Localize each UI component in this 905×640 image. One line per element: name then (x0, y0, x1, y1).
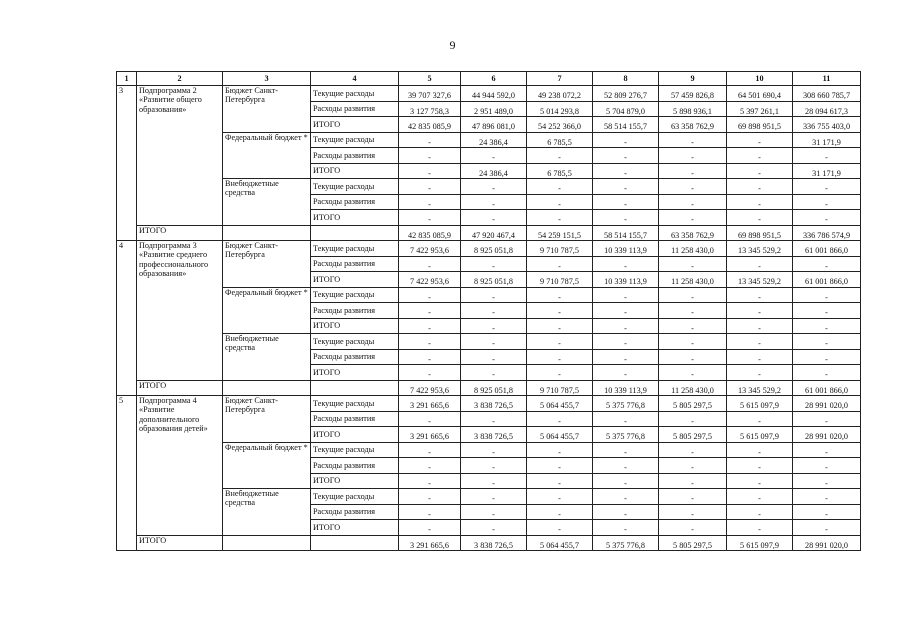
amount-cell: 54 252 366,0 (527, 117, 593, 133)
expense-category: Текущие расходы (311, 179, 399, 195)
amount-cell: 9 710 787,5 (527, 241, 593, 257)
amount-cell: - (399, 458, 461, 474)
amount-cell: - (727, 256, 793, 272)
amount-cell: - (727, 303, 793, 319)
column-header: 4 (311, 72, 399, 86)
amount-cell: - (527, 256, 593, 272)
table-row (117, 179, 861, 195)
amount-cell: - (461, 458, 527, 474)
amount-cell: - (727, 334, 793, 350)
expense-category: Расходы развития (311, 101, 399, 117)
total-amount-cell: 54 259 151,5 (527, 225, 593, 241)
funding-source: Внебюджетные средства (223, 179, 311, 226)
total-label: ИТОГО (137, 225, 223, 241)
amount-cell: - (727, 365, 793, 381)
amount-cell: - (793, 287, 861, 303)
amount-cell: 13 345 529,2 (727, 272, 793, 288)
amount-cell: 39 707 327,6 (399, 86, 461, 102)
total-amount-cell: 42 835 085,9 (399, 225, 461, 241)
amount-cell: - (399, 148, 461, 164)
amount-cell: 5 014 293,8 (527, 101, 593, 117)
amount-cell: 7 422 953,6 (399, 241, 461, 257)
expense-category: Текущие расходы (311, 442, 399, 458)
amount-cell: 63 358 762,9 (659, 117, 727, 133)
amount-cell: 31 171,9 (793, 163, 861, 179)
amount-cell: - (399, 318, 461, 334)
amount-cell: 3 291 665,6 (399, 396, 461, 412)
amount-cell: - (527, 210, 593, 226)
amount-cell: - (399, 504, 461, 520)
amount-cell: - (527, 194, 593, 210)
total-amount-cell: 336 786 574,9 (793, 225, 861, 241)
total-amount-cell: 69 898 951,5 (727, 225, 793, 241)
amount-cell: - (461, 318, 527, 334)
amount-cell: 2 951 489,0 (461, 101, 527, 117)
funding-source: Бюджет Санкт-Петербурга (223, 86, 311, 133)
amount-cell: - (399, 473, 461, 489)
amount-cell: - (527, 287, 593, 303)
expense-category: ИТОГО (311, 520, 399, 536)
amount-cell: - (659, 194, 727, 210)
column-header: 8 (593, 72, 659, 86)
amount-cell: - (593, 132, 659, 148)
expense-category: ИТОГО (311, 272, 399, 288)
empty-cell (311, 225, 399, 241)
amount-cell: - (727, 148, 793, 164)
amount-cell: - (461, 287, 527, 303)
table-row (117, 132, 861, 148)
amount-cell: - (727, 520, 793, 536)
amount-cell: - (527, 411, 593, 427)
amount-cell: - (793, 365, 861, 381)
amount-cell: - (461, 349, 527, 365)
amount-cell: - (793, 334, 861, 350)
budget-table (116, 71, 861, 551)
program-name: Подпрограмма 3 «Развитие среднего профессионального образования» (137, 241, 223, 381)
amount-cell: - (461, 442, 527, 458)
amount-cell: - (659, 473, 727, 489)
section-number: 5 (117, 396, 137, 551)
amount-cell: - (793, 303, 861, 319)
section-number: 3 (117, 86, 137, 241)
total-amount-cell: 28 991 020,0 (793, 535, 861, 551)
amount-cell: 8 925 051,8 (461, 241, 527, 257)
amount-cell: 6 785,5 (527, 163, 593, 179)
amount-cell: - (399, 287, 461, 303)
amount-cell: - (659, 256, 727, 272)
amount-cell: - (399, 334, 461, 350)
amount-cell: 5 064 455,7 (527, 396, 593, 412)
funding-source: Внебюджетные средства (223, 489, 311, 536)
amount-cell: - (399, 442, 461, 458)
amount-cell: - (527, 318, 593, 334)
amount-cell: - (793, 194, 861, 210)
amount-cell: - (593, 163, 659, 179)
amount-cell: - (793, 210, 861, 226)
funding-source: Федеральный бюджет * (223, 287, 311, 334)
amount-cell: - (727, 504, 793, 520)
funding-source: Внебюджетные средства (223, 334, 311, 381)
funding-source: Бюджет Санкт-Петербурга (223, 241, 311, 288)
amount-cell: - (593, 148, 659, 164)
amount-cell: 7 422 953,6 (399, 272, 461, 288)
amount-cell: 336 755 403,0 (793, 117, 861, 133)
amount-cell: 69 898 951,5 (727, 117, 793, 133)
amount-cell: - (793, 411, 861, 427)
amount-cell: 24 386,4 (461, 163, 527, 179)
amount-cell: - (593, 520, 659, 536)
column-header: 9 (659, 72, 727, 86)
amount-cell: - (527, 179, 593, 195)
amount-cell: - (793, 520, 861, 536)
expense-category: ИТОГО (311, 365, 399, 381)
expense-category: Текущие расходы (311, 489, 399, 505)
amount-cell: 11 258 430,0 (659, 241, 727, 257)
amount-cell: 49 238 072,2 (527, 86, 593, 102)
total-label: ИТОГО (137, 535, 223, 551)
amount-cell: 42 835 085,9 (399, 117, 461, 133)
page-number: 9 (449, 38, 456, 52)
table-row (117, 86, 861, 102)
total-amount-cell: 8 925 051,8 (461, 380, 527, 396)
amount-cell: - (461, 179, 527, 195)
amount-cell: - (593, 303, 659, 319)
empty-cell (311, 535, 399, 551)
amount-cell: - (793, 504, 861, 520)
amount-cell: - (593, 442, 659, 458)
amount-cell: - (399, 303, 461, 319)
amount-cell: - (593, 473, 659, 489)
amount-cell: - (527, 473, 593, 489)
column-header: 1 (117, 72, 137, 86)
section-number: 4 (117, 241, 137, 396)
column-header: 5 (399, 72, 461, 86)
amount-cell: - (593, 349, 659, 365)
amount-cell: 5 805 297,5 (659, 396, 727, 412)
amount-cell: - (527, 458, 593, 474)
amount-cell: - (593, 194, 659, 210)
amount-cell: 5 397 261,1 (727, 101, 793, 117)
column-header: 6 (461, 72, 527, 86)
amount-cell: 6 785,5 (527, 132, 593, 148)
expense-category: Текущие расходы (311, 241, 399, 257)
table-row (117, 287, 861, 303)
total-amount-cell: 5 805 297,5 (659, 535, 727, 551)
amount-cell: - (461, 504, 527, 520)
amount-cell: - (793, 473, 861, 489)
empty-cell (223, 380, 311, 396)
amount-cell: - (527, 442, 593, 458)
amount-cell: - (461, 520, 527, 536)
total-amount-cell: 7 422 953,6 (399, 380, 461, 396)
amount-cell: 5 805 297,5 (659, 427, 727, 443)
amount-cell: 58 514 155,7 (593, 117, 659, 133)
amount-cell: - (727, 210, 793, 226)
funding-source: Бюджет Санкт-Петербурга (223, 396, 311, 443)
table-body (117, 86, 861, 551)
amount-cell: 3 838 726,5 (461, 396, 527, 412)
amount-cell: - (593, 179, 659, 195)
amount-cell: - (527, 520, 593, 536)
amount-cell: - (659, 303, 727, 319)
amount-cell: 57 459 826,8 (659, 86, 727, 102)
amount-cell: - (793, 318, 861, 334)
amount-cell: - (727, 349, 793, 365)
amount-cell: - (399, 520, 461, 536)
amount-cell: - (461, 303, 527, 319)
total-amount-cell: 5 615 097,9 (727, 535, 793, 551)
amount-cell: - (527, 303, 593, 319)
empty-cell (223, 535, 311, 551)
amount-cell: - (793, 148, 861, 164)
amount-cell: 5 704 879,0 (593, 101, 659, 117)
amount-cell: - (399, 365, 461, 381)
amount-cell: - (399, 194, 461, 210)
amount-cell: - (399, 163, 461, 179)
amount-cell: - (793, 349, 861, 365)
expense-category: Текущие расходы (311, 287, 399, 303)
funding-source: Федеральный бюджет * (223, 132, 311, 179)
expense-category: Расходы развития (311, 349, 399, 365)
amount-cell: - (593, 365, 659, 381)
column-header: 3 (223, 72, 311, 86)
amount-cell: - (399, 132, 461, 148)
amount-cell: - (461, 194, 527, 210)
amount-cell: - (659, 349, 727, 365)
amount-cell: - (593, 411, 659, 427)
amount-cell: - (659, 458, 727, 474)
amount-cell: - (593, 256, 659, 272)
expense-category: Расходы развития (311, 458, 399, 474)
amount-cell: 5 375 776,8 (593, 396, 659, 412)
amount-cell: - (461, 256, 527, 272)
table-row (117, 396, 861, 412)
total-amount-cell: 63 358 762,9 (659, 225, 727, 241)
column-header: 11 (793, 72, 861, 86)
total-amount-cell: 3 291 665,6 (399, 535, 461, 551)
expense-category: ИТОГО (311, 163, 399, 179)
amount-cell: - (659, 318, 727, 334)
amount-cell: 28 094 617,3 (793, 101, 861, 117)
total-amount-cell: 3 838 726,5 (461, 535, 527, 551)
amount-cell: - (399, 411, 461, 427)
amount-cell: 10 339 113,9 (593, 241, 659, 257)
amount-cell: 64 501 690,4 (727, 86, 793, 102)
amount-cell: - (461, 411, 527, 427)
amount-cell: 9 710 787,5 (527, 272, 593, 288)
amount-cell: - (793, 179, 861, 195)
amount-cell: - (593, 287, 659, 303)
amount-cell: 3 838 726,5 (461, 427, 527, 443)
amount-cell: - (593, 504, 659, 520)
amount-cell: 52 809 276,7 (593, 86, 659, 102)
column-header: 10 (727, 72, 793, 86)
amount-cell: - (727, 179, 793, 195)
amount-cell: 13 345 529,2 (727, 241, 793, 257)
amount-cell: - (793, 489, 861, 505)
amount-cell: - (461, 489, 527, 505)
total-amount-cell: 5 375 776,8 (593, 535, 659, 551)
expense-category: Расходы развития (311, 411, 399, 427)
amount-cell: - (659, 148, 727, 164)
total-row (117, 225, 861, 241)
amount-cell: - (461, 210, 527, 226)
amount-cell: - (399, 349, 461, 365)
amount-cell: 10 339 113,9 (593, 272, 659, 288)
amount-cell: - (593, 458, 659, 474)
table-row (117, 334, 861, 350)
amount-cell: 5 615 097,9 (727, 427, 793, 443)
amount-cell: - (527, 504, 593, 520)
amount-cell: 28 991 020,0 (793, 427, 861, 443)
table-row (117, 489, 861, 505)
amount-cell: - (659, 520, 727, 536)
amount-cell: - (527, 334, 593, 350)
amount-cell: 31 171,9 (793, 132, 861, 148)
program-name: Подпрограмма 4 «Развитие дополнительного образования детей» (137, 396, 223, 536)
expense-category: Текущие расходы (311, 86, 399, 102)
amount-cell: - (461, 334, 527, 350)
amount-cell: - (659, 132, 727, 148)
column-header: 7 (527, 72, 593, 86)
amount-cell: - (461, 148, 527, 164)
amount-cell: - (399, 256, 461, 272)
amount-cell: - (399, 489, 461, 505)
amount-cell: - (727, 458, 793, 474)
total-row (117, 535, 861, 551)
total-amount-cell: 61 001 866,0 (793, 380, 861, 396)
amount-cell: - (527, 365, 593, 381)
amount-cell: - (593, 210, 659, 226)
amount-cell: - (659, 334, 727, 350)
expense-category: Текущие расходы (311, 396, 399, 412)
expense-category: Расходы развития (311, 148, 399, 164)
amount-cell: - (659, 411, 727, 427)
total-amount-cell: 58 514 155,7 (593, 225, 659, 241)
amount-cell: - (659, 504, 727, 520)
amount-cell: 5 375 776,8 (593, 427, 659, 443)
total-amount-cell: 13 345 529,2 (727, 380, 793, 396)
total-label: ИТОГО (137, 380, 223, 396)
empty-cell (223, 225, 311, 241)
total-amount-cell: 9 710 787,5 (527, 380, 593, 396)
expense-category: Текущие расходы (311, 132, 399, 148)
amount-cell: 5 898 936,1 (659, 101, 727, 117)
amount-cell: 61 001 866,0 (793, 272, 861, 288)
amount-cell: 24 386,4 (461, 132, 527, 148)
expense-category: Расходы развития (311, 303, 399, 319)
expense-category: ИТОГО (311, 473, 399, 489)
expense-category: ИТОГО (311, 318, 399, 334)
amount-cell: - (659, 287, 727, 303)
amount-cell: - (727, 163, 793, 179)
amount-cell: - (527, 349, 593, 365)
amount-cell: - (527, 148, 593, 164)
amount-cell: - (527, 489, 593, 505)
total-amount-cell: 10 339 113,9 (593, 380, 659, 396)
amount-cell: - (727, 442, 793, 458)
amount-cell: 308 660 785,7 (793, 86, 861, 102)
amount-cell: - (659, 210, 727, 226)
amount-cell: 5 064 455,7 (527, 427, 593, 443)
amount-cell: 11 258 430,0 (659, 272, 727, 288)
header-row (117, 72, 861, 86)
expense-category: ИТОГО (311, 427, 399, 443)
total-amount-cell: 11 258 430,0 (659, 380, 727, 396)
amount-cell: - (793, 458, 861, 474)
amount-cell: 28 991 020,0 (793, 396, 861, 412)
amount-cell: - (593, 318, 659, 334)
amount-cell: 3 127 758,3 (399, 101, 461, 117)
amount-cell: - (399, 210, 461, 226)
amount-cell: - (461, 365, 527, 381)
expense-category: Расходы развития (311, 194, 399, 210)
amount-cell: - (659, 365, 727, 381)
total-amount-cell: 5 064 455,7 (527, 535, 593, 551)
amount-cell: 47 896 081,0 (461, 117, 527, 133)
amount-cell: 44 944 592,0 (461, 86, 527, 102)
amount-cell: - (461, 473, 527, 489)
amount-cell: - (727, 411, 793, 427)
table-row (117, 241, 861, 257)
column-header: 2 (137, 72, 223, 86)
funding-source: Федеральный бюджет * (223, 442, 311, 489)
amount-cell: - (593, 489, 659, 505)
amount-cell: - (399, 179, 461, 195)
amount-cell: - (593, 334, 659, 350)
amount-cell: - (659, 489, 727, 505)
amount-cell: 61 001 866,0 (793, 241, 861, 257)
amount-cell: - (727, 132, 793, 148)
expense-category: ИТОГО (311, 117, 399, 133)
amount-cell: - (659, 163, 727, 179)
amount-cell: - (793, 442, 861, 458)
amount-cell: - (793, 256, 861, 272)
empty-cell (311, 380, 399, 396)
amount-cell: - (727, 473, 793, 489)
expense-category: Расходы развития (311, 256, 399, 272)
amount-cell: 8 925 051,8 (461, 272, 527, 288)
amount-cell: - (727, 194, 793, 210)
expense-category: ИТОГО (311, 210, 399, 226)
amount-cell: - (659, 179, 727, 195)
amount-cell: - (727, 489, 793, 505)
total-row (117, 380, 861, 396)
expense-category: Расходы развития (311, 504, 399, 520)
table-row (117, 442, 861, 458)
amount-cell: - (727, 318, 793, 334)
amount-cell: 3 291 665,6 (399, 427, 461, 443)
total-amount-cell: 47 920 467,4 (461, 225, 527, 241)
amount-cell: - (727, 287, 793, 303)
program-name: Подпрограмма 2 «Развитие общего образования» (137, 86, 223, 226)
amount-cell: 5 615 097,9 (727, 396, 793, 412)
amount-cell: - (659, 442, 727, 458)
expense-category: Текущие расходы (311, 334, 399, 350)
